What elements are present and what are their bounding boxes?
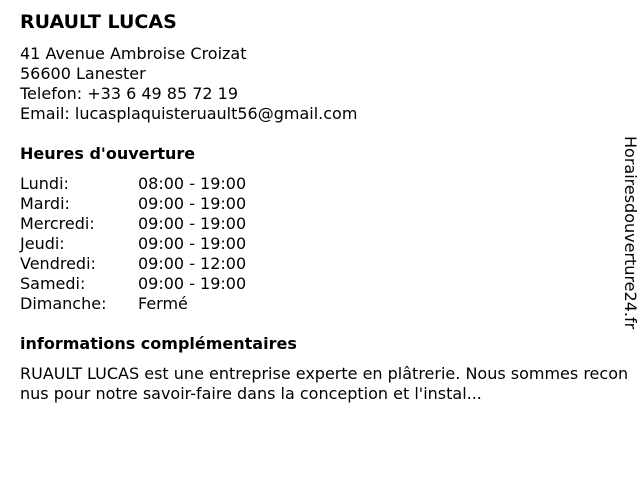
- day-hours: 09:00 - 12:00: [138, 254, 247, 273]
- site-watermark: Horairesdouverture24.fr: [621, 136, 640, 330]
- address-street: 41 Avenue Ambroise Croizat: [20, 44, 247, 63]
- business-description: RUAULT LUCAS est une entreprise experte en plâtrerie. Nous sommes reconnus pour notre savoir-faire dans la conception et l'instal...: [20, 364, 629, 403]
- hours-row-jeudi: [20, 234, 280, 254]
- day-label: Lundi:: [20, 174, 69, 193]
- day-hours: 09:00 - 19:00: [138, 194, 247, 213]
- business-name: RUAULT LUCAS: [20, 11, 177, 33]
- email-address: Email: lucasplaquisteruault56@gmail.com: [20, 104, 358, 123]
- additional-info-heading: informations complémentaires: [20, 334, 297, 353]
- day-hours: Fermé: [138, 294, 188, 313]
- opening-hours-heading: Heures d'ouverture: [20, 144, 196, 163]
- opening-hours-table: [20, 174, 280, 314]
- day-hours: 09:00 - 19:00: [138, 214, 247, 233]
- hours-row-mercredi: [20, 214, 280, 234]
- day-hours: 09:00 - 19:00: [138, 274, 247, 293]
- day-label: Dimanche:: [20, 294, 107, 313]
- day-label: Vendredi:: [20, 254, 96, 273]
- hours-row-samedi: [20, 274, 280, 294]
- day-label: Samedi:: [20, 274, 86, 293]
- day-hours: 09:00 - 19:00: [138, 234, 247, 253]
- contact-details: [20, 44, 357, 124]
- hours-row-vendredi: [20, 254, 280, 274]
- day-label: Mardi:: [20, 194, 70, 213]
- hours-row-mardi: [20, 194, 280, 214]
- day-label: Jeudi:: [20, 234, 65, 253]
- day-hours: 08:00 - 19:00: [138, 174, 247, 193]
- hours-row-dimanche: [20, 294, 280, 314]
- address-city: 56600 Lanester: [20, 64, 146, 83]
- phone-number: Telefon: +33 6 49 85 72 19: [20, 84, 239, 103]
- hours-row-lundi: [20, 174, 280, 194]
- day-label: Mercredi:: [20, 214, 95, 233]
